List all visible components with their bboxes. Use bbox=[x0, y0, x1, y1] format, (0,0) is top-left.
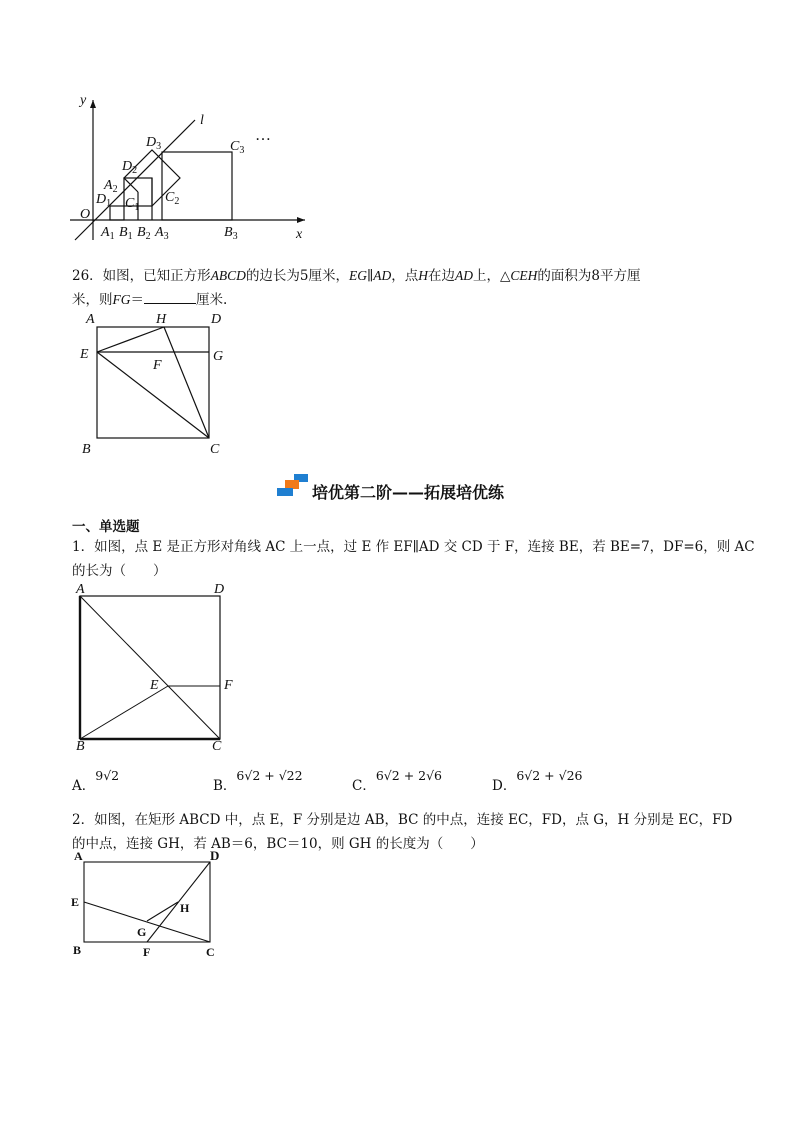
q26-label-C: C bbox=[210, 442, 220, 457]
label-C1: $C_1$ bbox=[125, 196, 140, 213]
q1-label-F: F bbox=[224, 678, 233, 693]
label-B2: $B_2$ bbox=[137, 225, 151, 242]
q2-label-C: C bbox=[206, 945, 215, 959]
q26-label-H: H bbox=[156, 312, 167, 327]
q2-label-H: H bbox=[180, 901, 190, 915]
q26-label-A: A bbox=[86, 312, 95, 327]
q1-line1: 1．如图，点 E 是正方形对角线 AC 上一点，过 E 作 EF∥AD 交 CD 于 F，连接 BE，若 BE=7，DF=6，则 AC bbox=[72, 539, 755, 555]
axis-y-label: y bbox=[80, 93, 87, 108]
q26-label-F: F bbox=[153, 358, 162, 373]
section-heading: 培优第二阶——拓展培优练 bbox=[312, 483, 505, 502]
q1-label-C: C bbox=[212, 739, 222, 754]
origin-label: O bbox=[80, 207, 91, 222]
q1-option-A[interactable]: A．9√2 bbox=[72, 768, 120, 794]
label-B3: $B_3$ bbox=[224, 225, 238, 242]
label-A2: $A_2$ bbox=[104, 178, 118, 195]
q2-line1: 2．如图，在矩形 ABCD 中，点 E，F 分别是边 AB，BC 的中点，连接 EC，FD，点 G，H 分别是 EC，FD bbox=[72, 812, 733, 828]
label-D1: $D_1$ bbox=[96, 192, 112, 209]
label-B1: $B_1$ bbox=[119, 225, 133, 242]
q26-line1: 26．如图，已知正方形ABCD的边长为5厘米，EG∥AD，点H在边AD上，△CEH的面积为8平方厘 bbox=[72, 268, 641, 284]
ellipsis-label: … bbox=[255, 127, 271, 144]
q26-label-D: D bbox=[211, 312, 222, 327]
q1-label-B: B bbox=[76, 739, 85, 754]
q26-line2: 米，则FG＝ 厘米. bbox=[72, 288, 227, 312]
q2-label-E: E bbox=[71, 895, 80, 909]
q26-label-B: B bbox=[82, 442, 91, 457]
label-A3: $A_3$ bbox=[155, 225, 169, 242]
q1-option-C[interactable]: C．6√2 + 2√6 bbox=[352, 768, 443, 794]
q1-label-A: A bbox=[76, 582, 85, 597]
q1-label-D: D bbox=[214, 582, 225, 597]
q2-label-B: B bbox=[73, 943, 82, 957]
q2-line2: 的中点，连接 GH，若 AB＝6，BC＝10，则 GH 的长度为（ ） bbox=[72, 836, 484, 852]
q1-label-E: E bbox=[150, 678, 159, 693]
q1-option-D[interactable]: D．6√2 + √26 bbox=[492, 768, 583, 794]
q1-option-B[interactable]: B．6√2 + √22 bbox=[213, 768, 303, 794]
q2-label-D: D bbox=[210, 848, 220, 863]
axis-x-label: x bbox=[296, 227, 303, 242]
line-l-label: l bbox=[200, 113, 204, 128]
label-C3: $C_3$ bbox=[230, 139, 245, 156]
q26-label-G: G bbox=[213, 349, 224, 364]
q2-label-A: A bbox=[74, 849, 83, 863]
section-title: 一、单选题 bbox=[72, 519, 140, 535]
label-D2: $D_2$ bbox=[122, 159, 138, 176]
label-A1: $A_1$ bbox=[101, 225, 115, 242]
q2-label-F: F bbox=[143, 945, 151, 959]
label-C2: $C_2$ bbox=[165, 190, 180, 207]
q26-label-E: E bbox=[80, 347, 89, 362]
q2-label-G: G bbox=[137, 925, 147, 939]
label-D3: $D_3$ bbox=[146, 135, 162, 152]
q1-line2: 的长为（ ） bbox=[72, 563, 167, 579]
